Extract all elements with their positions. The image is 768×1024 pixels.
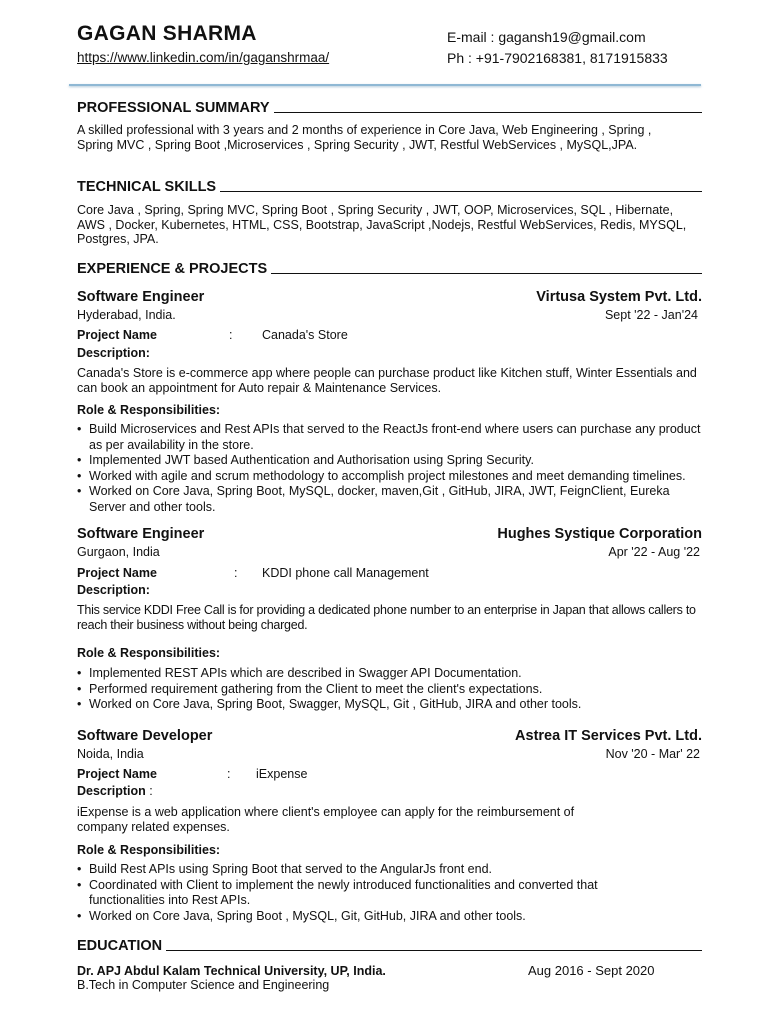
section-rule: [271, 273, 702, 274]
job-company: Hughes Systique Corporation: [497, 526, 702, 542]
phone-text: Ph : +91-7902168381, 8171915833: [447, 50, 668, 66]
skills-title: TECHNICAL SKILLS: [77, 179, 217, 195]
description-label: Description:: [77, 583, 150, 597]
project-name-label: Project Name: [77, 328, 157, 342]
job-location: Hyderabad, India.: [77, 308, 176, 322]
roles-label: Role & Responsibilities:: [77, 646, 221, 660]
list-item: • Build Microservices and Rest APIs that served to the ReactJs front-end where users can purchase any product as per availability in the store.: [77, 422, 702, 453]
job-company: Virtusa System Pvt. Ltd.: [536, 289, 702, 305]
job-description: Canada's Store is e-commerce app where people can purchase product like Kitchen stuff, Winter Essentials and can book an appointment for Auto repair & Maintenance Services.: [77, 366, 697, 395]
job-dates: Nov '20 - Mar' 22: [605, 747, 700, 761]
list-item: • Worked on Core Java, Spring Boot , MySQL, Git, GitHub, JIRA and other tools.: [77, 909, 657, 925]
description-label-row: [77, 784, 153, 798]
description-label: Description: [77, 784, 146, 798]
project-colon: :: [234, 566, 238, 580]
project-name-label: Project Name: [77, 767, 157, 781]
list-item: • Worked on Core Java, Spring Boot, MySQL, docker, maven,Git , GitHub, JIRA, JWT, FeignClient, Eureka Server and other tools.: [77, 484, 702, 515]
linkedin-link[interactable]: https://www.linkedin.com/in/gaganshrmaa/: [77, 50, 330, 65]
roles-label: Role & Responsibilities:: [77, 403, 221, 417]
project-name: Canada's Store: [262, 328, 348, 342]
responsibility-list: [77, 666, 702, 713]
email-text: E-mail : gagansh19@gmail.com: [447, 29, 646, 45]
list-item: • Coordinated with Client to implement the newly introduced functionalities and converted that functionalities into Rest APIs.: [77, 878, 657, 909]
project-name: iExpense: [256, 767, 308, 781]
section-rule: [220, 191, 702, 192]
job-role: Software Developer: [77, 728, 213, 744]
project-colon: :: [227, 767, 231, 781]
education-heading: [77, 938, 702, 954]
description-label: Description:: [77, 346, 150, 360]
list-item: • Worked with agile and scrum methodology to accomplish project milestones and meet demanding timelines.: [77, 469, 702, 485]
job-description: iExpense is a web application where client's employee can apply for the reimbursement of company related expenses.: [77, 805, 575, 834]
summary-heading: [77, 100, 702, 116]
skills-heading: [77, 179, 702, 195]
job-description: This service KDDI Free Call is for providing a dedicated phone number to an enterprise in Japan that allows callers to reach their business without being charged.: [77, 603, 696, 632]
summary-title: PROFESSIONAL SUMMARY: [77, 100, 270, 116]
job-role: Software Engineer: [77, 289, 205, 305]
list-item: • Implemented REST APIs which are described in Swagger API Documentation.: [77, 666, 702, 682]
job-dates: Apr '22 - Aug '22: [608, 545, 700, 559]
job-location: Noida, India: [77, 747, 144, 761]
degree-name: B.Tech in Computer Science and Engineering: [77, 978, 330, 992]
job-role: Software Engineer: [77, 526, 205, 542]
list-item: • Implemented JWT based Authentication and Authorisation using Spring Security.: [77, 453, 702, 469]
education-dates: Aug 2016 - Sept 2020: [528, 963, 655, 978]
project-colon: :: [229, 328, 233, 342]
responsibility-list: [77, 862, 657, 924]
roles-label: Role & Responsibilities:: [77, 843, 221, 857]
university-name: Dr. APJ Abdul Kalam Technical University, UP, India.: [77, 964, 386, 978]
candidate-name: GAGAN SHARMA: [77, 22, 257, 45]
project-name: KDDI phone call Management: [262, 566, 429, 580]
responsibility-list: [77, 422, 702, 515]
experience-heading: [77, 261, 702, 277]
section-rule: [166, 950, 702, 951]
section-rule: [274, 112, 702, 113]
header-divider: [69, 84, 701, 86]
job-location: Gurgaon, India: [77, 545, 160, 559]
project-name-label: Project Name: [77, 566, 157, 580]
job-company: Astrea IT Services Pvt. Ltd.: [515, 728, 702, 744]
experience-title: EXPERIENCE & PROJECTS: [77, 261, 268, 277]
description-colon: :: [145, 784, 153, 798]
list-item: • Performed requirement gathering from the Client to meet the client's expectations.: [77, 682, 702, 698]
job-dates: Sept '22 - Jan'24: [604, 308, 698, 322]
list-item: • Build Rest APIs using Spring Boot that served to the AngularJs front end.: [77, 862, 657, 878]
education-title: EDUCATION: [77, 938, 163, 954]
summary-text: A skilled professional with 3 years and 2 months of experience in Core Java, Web Engineering , Spring , Spring MVC , Spring Boot ,Microservices , Spring Security , JWT, Restful WebServices , MySQL,JPA.: [77, 123, 652, 152]
list-item: • Worked on Core Java, Spring Boot, Swagger, MySQL, Git , GitHub, JIRA and other tools.: [77, 697, 702, 713]
skills-text: Core Java , Spring, Spring MVC, Spring Boot , Spring Security , JWT, OOP, Microservices, SQL , Hibernate, AWS , Docker, Kubernetes, HTML, CSS, Bootstrap, JavaScript ,Nodejs, Restful WebServices, Redis, MYSQL, Postgres, JPA.: [77, 203, 687, 246]
